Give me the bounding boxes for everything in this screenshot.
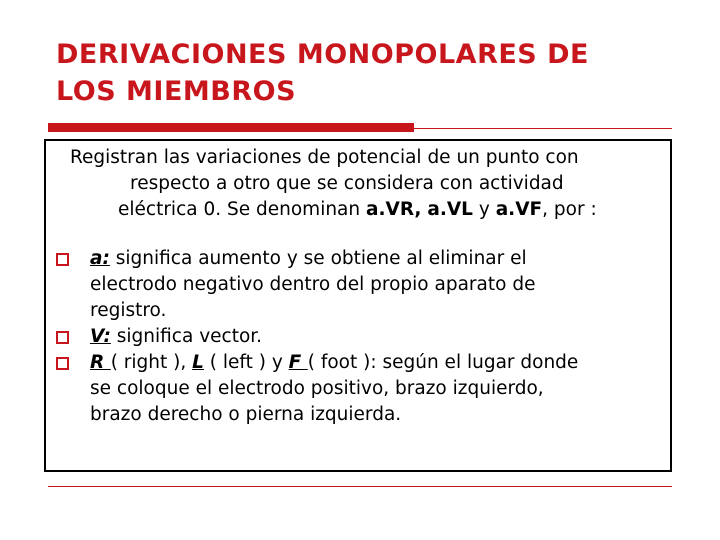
- intro-line-3-start: eléctrica 0. Se denominan: [118, 199, 366, 220]
- title-line-1: DERIVACIONES MONOPOLARES DE: [56, 39, 589, 70]
- bullet-item-rlf: [56, 350, 668, 428]
- bullet-square-icon: [56, 331, 69, 344]
- term-avr: a.VR,: [366, 199, 422, 220]
- text-l: ( left ) y: [203, 352, 289, 373]
- title-divider-thick: [48, 123, 414, 132]
- intro-line-1: Registran las variaciones de potencial de un punto con: [70, 147, 579, 168]
- bullet-a-line-2: electrodo negativo dentro del propio aparato de: [90, 274, 536, 295]
- bullet-a-text-1: significa aumento y se obtiene al eliminar el: [109, 248, 527, 269]
- content-box: [44, 139, 672, 472]
- bullet-rlf-line-3: brazo derecho o pierna izquierda.: [90, 404, 402, 425]
- intro-line-3: [70, 197, 670, 223]
- bullet-rlf-line-1: [90, 350, 668, 376]
- title-line-2: LOS MIEMBROS: [56, 76, 297, 107]
- bullet-v-text-1: significa vector.: [110, 326, 263, 347]
- footer-divider: [48, 486, 672, 487]
- bullet-rlf-line-2: se coloque el electrodo positivo, brazo izquierdo,: [90, 378, 544, 399]
- text-r: ( right ),: [110, 352, 193, 373]
- slide-title: [56, 36, 686, 110]
- bullet-square-icon: [56, 357, 69, 370]
- intro-line-3-end: , por :: [542, 199, 597, 220]
- term-f: F: [288, 352, 308, 373]
- term-avf: a.VF: [495, 199, 543, 220]
- bullet-a-line-1: [90, 246, 668, 272]
- bullet-square-icon: [56, 253, 69, 266]
- bullet-list: [56, 246, 668, 428]
- intro-sep-2: y: [472, 199, 496, 220]
- bullet-v-line-1: [90, 324, 668, 350]
- term-l: L: [192, 352, 204, 373]
- bullet-item-v: [56, 324, 668, 350]
- term-a: a:: [90, 248, 110, 269]
- term-r: R: [90, 352, 111, 373]
- intro-paragraph: [70, 145, 670, 223]
- term-avl: a.VL: [427, 199, 473, 220]
- text-f: ( foot ): según el lugar donde: [307, 352, 579, 373]
- bullet-item-a: [56, 246, 668, 324]
- term-v: V:: [90, 326, 111, 347]
- bullet-a-line-3: registro.: [90, 300, 167, 321]
- intro-line-2: respecto a otro que se considera con actividad: [130, 173, 564, 194]
